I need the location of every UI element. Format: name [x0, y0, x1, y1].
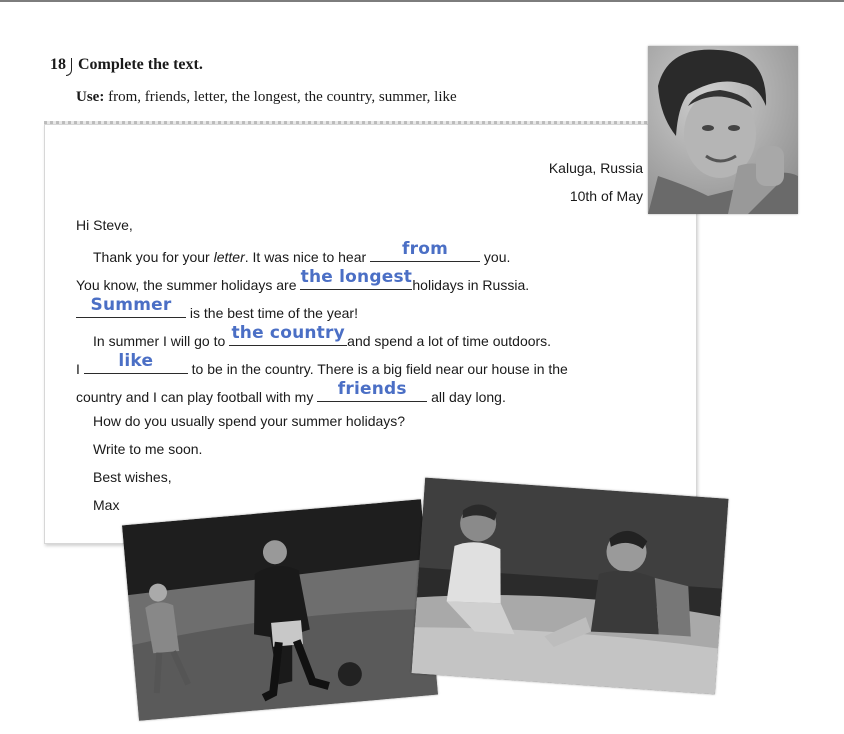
text: In summer I will go to: [93, 333, 230, 349]
letter-line-3: [76, 295, 358, 321]
letter-line-7: How do you usually spend your summer holidays?: [93, 413, 406, 429]
answer-2: the longest: [300, 267, 413, 287]
answer-1: from: [402, 239, 449, 259]
letter-line-6: [76, 379, 506, 405]
text: all day long.: [427, 389, 506, 405]
answer-blank-1[interactable]: [370, 239, 480, 262]
answer-4: the country: [231, 323, 345, 343]
answer-blank-5[interactable]: [84, 351, 188, 374]
exercise-number: 18: [50, 56, 72, 73]
letter-line-1: [93, 239, 511, 265]
text: Thank you for your: [93, 249, 214, 265]
answer-blank-4[interactable]: [229, 323, 347, 346]
letter-line-2: [76, 267, 530, 293]
letter-greeting: Hi Steve,: [76, 217, 133, 233]
letter-line-8: Write to me soon.: [93, 441, 203, 457]
text: country and I can play football with my: [76, 389, 318, 405]
letter-line-5: [76, 351, 568, 377]
text-emphasis: letter: [213, 249, 245, 265]
answer-6: friends: [337, 379, 407, 399]
text: and spend a lot of time outdoors.: [347, 333, 552, 349]
kids-on-grass-photo: [412, 478, 729, 695]
text: you.: [480, 249, 511, 265]
letter-line-4: [93, 323, 552, 349]
exercise-heading: [50, 56, 203, 74]
text: You know, the summer holidays are: [76, 277, 301, 293]
top-border: [0, 0, 844, 2]
word-bank: [76, 89, 457, 106]
letter-date: 10th of May: [569, 188, 643, 204]
answer-blank-6[interactable]: [317, 379, 427, 402]
answer-blank-2[interactable]: [300, 267, 413, 290]
text: to be in the country. There is a big field near our house in the: [187, 361, 568, 377]
letter-signature: Max: [93, 497, 120, 513]
text: . It was nice to hear: [244, 249, 371, 265]
word-bank-label: Use:: [76, 89, 105, 105]
text: holidays in Russia.: [412, 277, 530, 293]
exercise-title: Complete the text.: [78, 56, 203, 73]
answer-blank-3[interactable]: [76, 295, 186, 318]
word-bank-words: from, friends, letter, the longest, the country, summer, like: [108, 89, 457, 105]
football-photo: [122, 499, 438, 720]
letter-place: Kaluga, Russia: [548, 160, 643, 176]
text: I: [76, 361, 84, 377]
boy-portrait-photo: [648, 46, 798, 214]
answer-5: like: [118, 351, 154, 371]
text: is the best time of the year!: [186, 305, 358, 321]
letter-line-9: Best wishes,: [93, 469, 172, 485]
answer-3: Summer: [90, 295, 172, 315]
